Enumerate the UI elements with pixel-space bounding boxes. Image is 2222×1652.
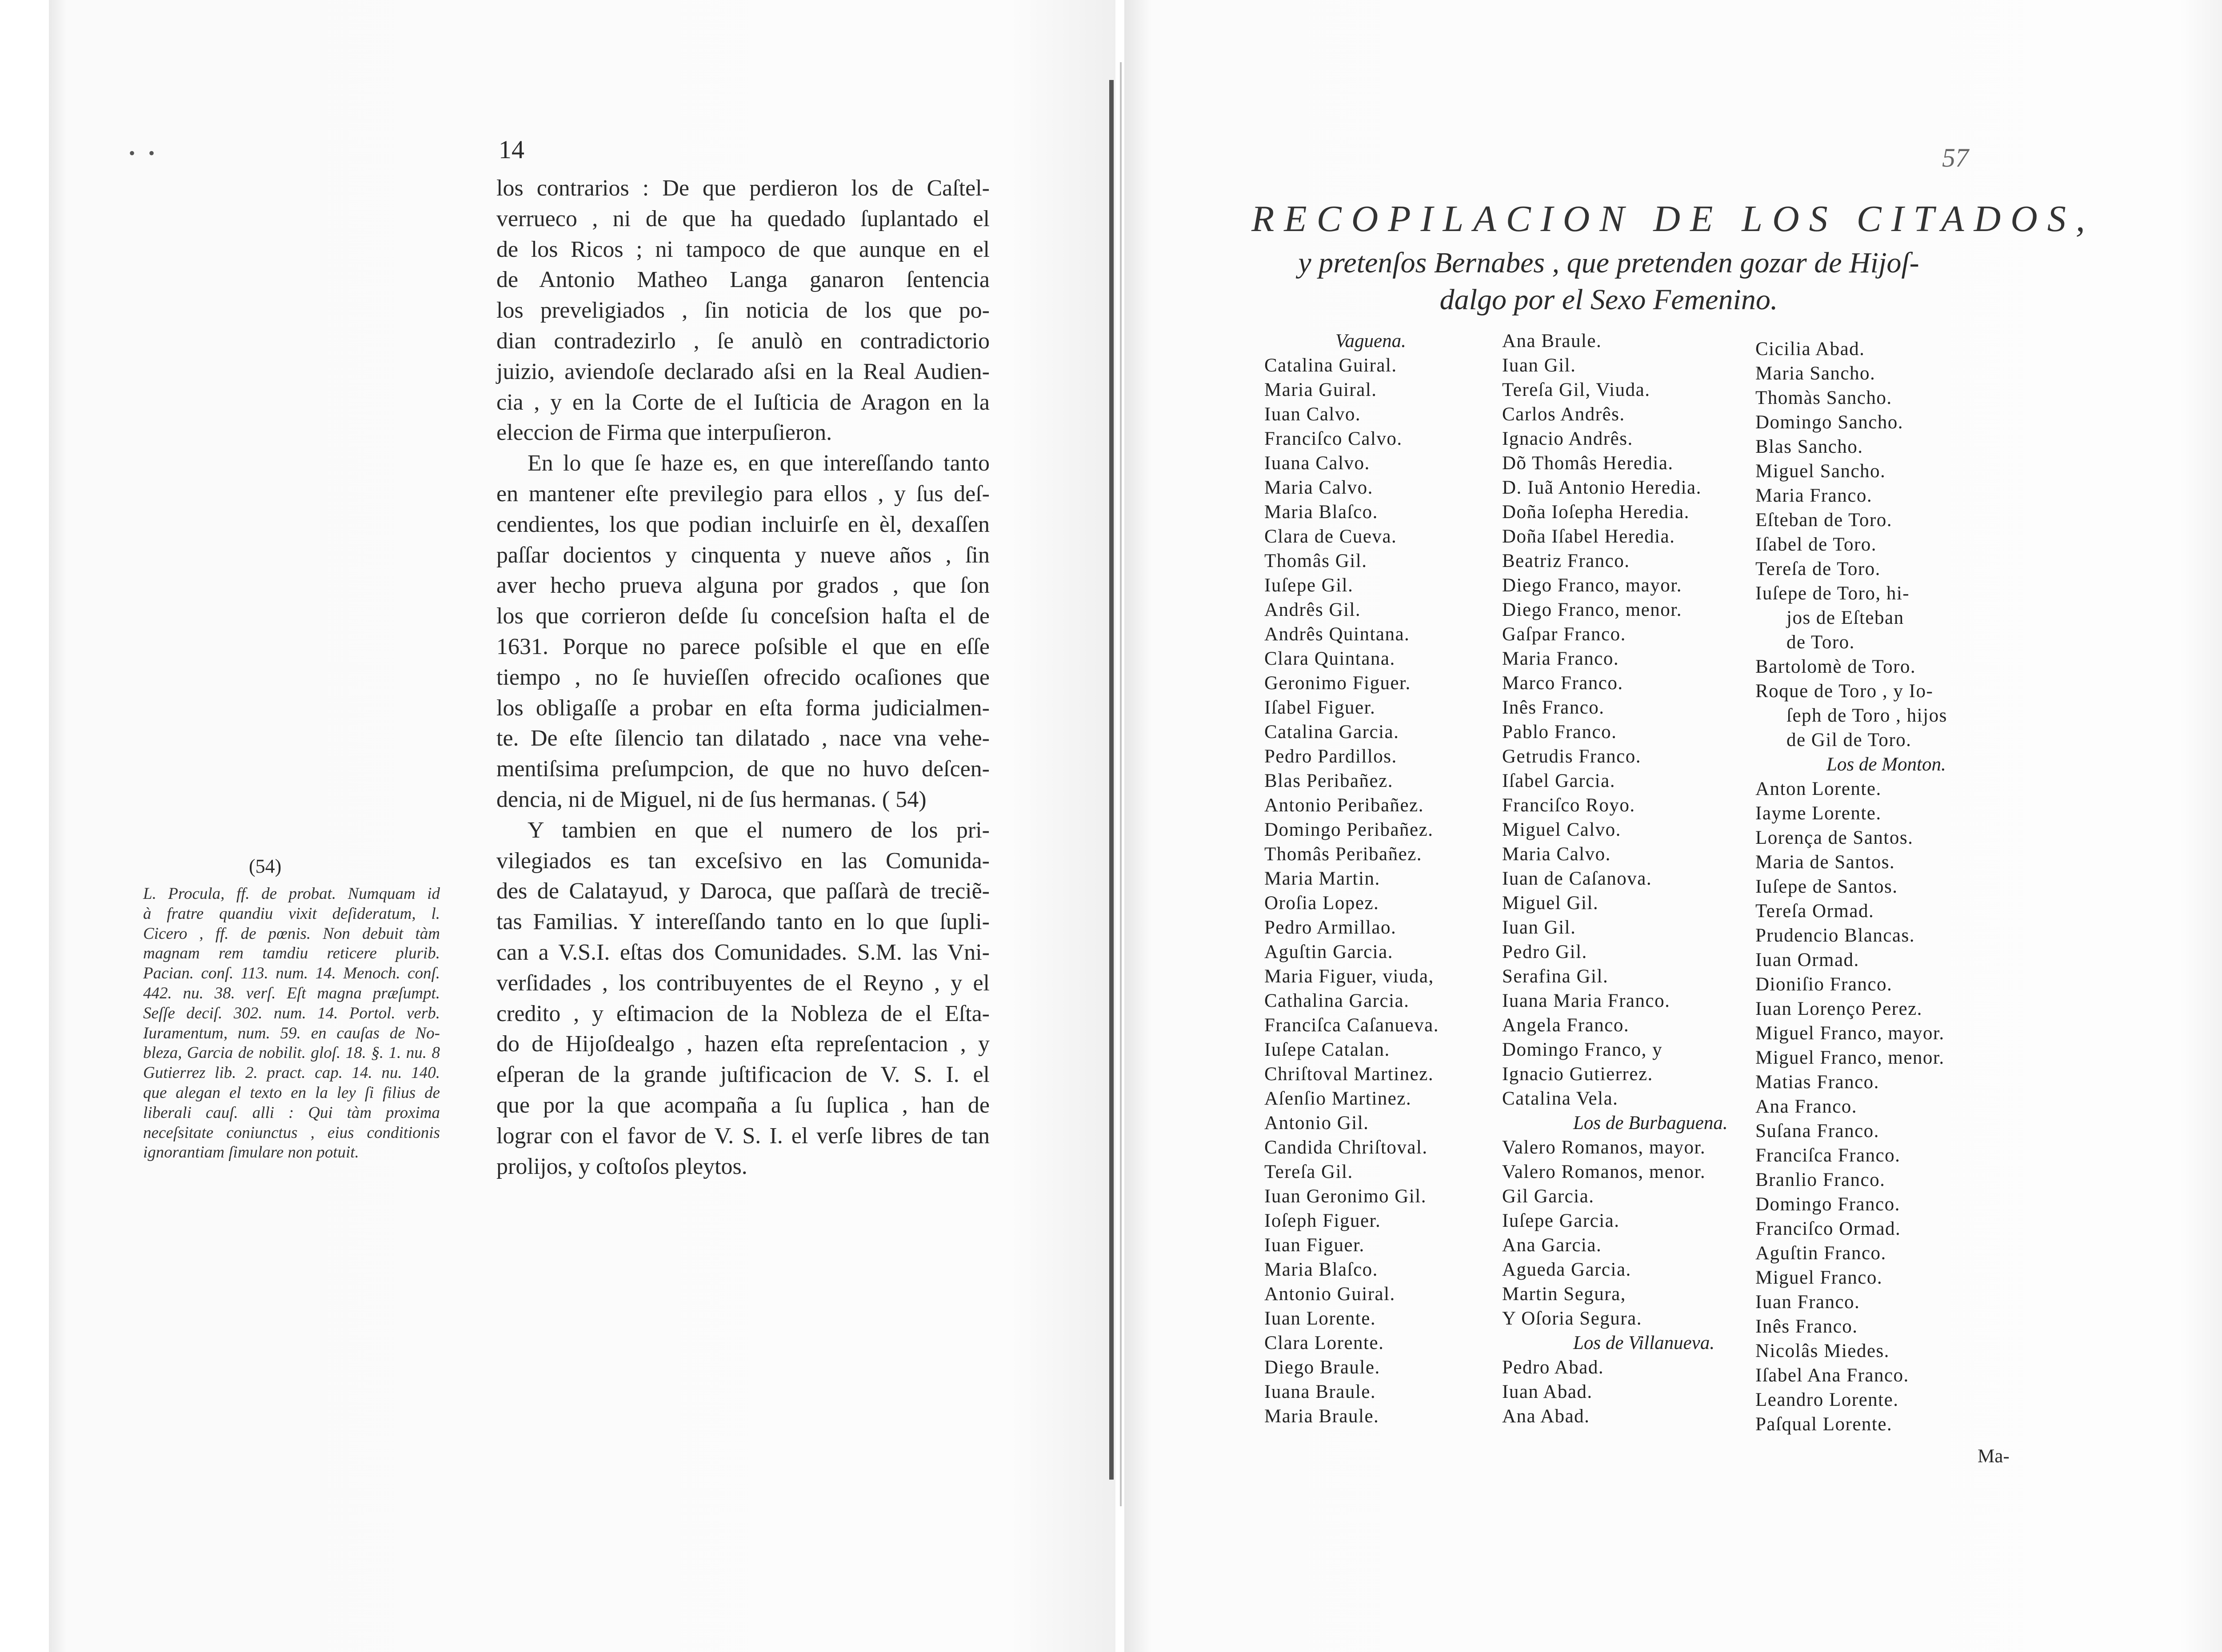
subtitle-line-1: y pretenſos Bernabes , que pretenden gozar de Hijoſ- xyxy=(1298,247,1919,279)
name-entry: Inês Franco. xyxy=(1755,1316,1858,1337)
name-entry: Maria Franco. xyxy=(1502,648,1619,669)
name-entry: Ignacio Andrês. xyxy=(1502,428,1633,449)
name-entry: Ana Braule. xyxy=(1502,331,1602,351)
footnote-line: Seſſe deciſ. 302. num. 14. Portol. verb. xyxy=(143,1004,440,1022)
name-entry: Iuſepe Catalan. xyxy=(1264,1039,1390,1060)
text-line: mentiſsima preſumpcion, de que no huvo deſcen- xyxy=(496,756,990,782)
name-entry: Miguel Franco. xyxy=(1755,1267,1883,1288)
name-entry: Iuſepe Garcia. xyxy=(1502,1210,1620,1231)
name-entry: ſeph de Toro , hijos xyxy=(1786,705,1947,726)
name-entry: Aguſtin Garcia. xyxy=(1264,942,1393,962)
name-entry: Iſabel Ana Franco. xyxy=(1755,1365,1909,1386)
name-entry: Matias Franco. xyxy=(1755,1072,1879,1093)
text-line: de los Ricos ; ni tampoco de que aunque en el xyxy=(496,236,990,262)
name-entry: Cathalina Garcia. xyxy=(1264,990,1410,1011)
text-line: verrueco , ni de que ha quedado ſuplantado el xyxy=(496,206,990,231)
margin-marks: • • xyxy=(129,143,160,163)
name-entry: Tereſa Gil, Viuda. xyxy=(1502,379,1651,400)
name-entry: Franciſco Calvo. xyxy=(1264,428,1403,449)
name-entry: de Toro. xyxy=(1786,632,1855,653)
name-entry: Franciſco Royo. xyxy=(1502,795,1635,816)
name-entry: Ana Garcia. xyxy=(1502,1235,1602,1256)
name-entry: Aguſtin Franco. xyxy=(1755,1243,1886,1264)
name-entry: Iuana Braule. xyxy=(1264,1381,1376,1402)
name-entry: Iuan Franco. xyxy=(1755,1292,1860,1313)
page-title: RECOPILACION DE LOS CITADOS, xyxy=(1251,198,2095,239)
name-entry: Iuan Lorenço Perez. xyxy=(1755,998,1922,1019)
name-entry: Maria Franco. xyxy=(1755,485,1873,506)
book-gutter-shadow xyxy=(1120,62,1122,1506)
name-entry: Paſqual Lorente. xyxy=(1755,1414,1893,1435)
text-line: eſperan de la grande juſtificacion de V. S. I. el xyxy=(496,1062,990,1088)
section-heading: Los de Villanueva. xyxy=(1573,1333,1715,1353)
name-entry: Geronimo Figuer. xyxy=(1264,673,1411,694)
name-entry: Iuana Maria Franco. xyxy=(1502,990,1670,1011)
footnote-reference: (54) xyxy=(249,855,282,877)
name-entry: de Gil de Toro. xyxy=(1786,730,1912,750)
name-entry: Inês Franco. xyxy=(1502,697,1605,718)
name-entry: Diego Franco, mayor. xyxy=(1502,575,1682,596)
name-entry: Antonio Gil. xyxy=(1264,1113,1369,1133)
text-line: dencia, ni de Miguel, ni de ſus hermanas. ( 54) xyxy=(496,786,927,812)
name-entry: Iuan Abad. xyxy=(1502,1381,1593,1402)
name-entry: Iuan Geronimo Gil. xyxy=(1264,1186,1427,1207)
name-entry: Y Oſoria Segura. xyxy=(1502,1308,1642,1329)
name-entry: Andrês Quintana. xyxy=(1264,624,1410,645)
footnote-line: ignorantiam ſimulare non potuit. xyxy=(143,1143,359,1162)
name-entry: Maria Blaſco. xyxy=(1264,1259,1378,1280)
name-entry: Miguel Calvo. xyxy=(1502,819,1621,840)
name-entry: Dõ Thomâs Heredia. xyxy=(1502,453,1674,474)
name-entry: Clara Quintana. xyxy=(1264,648,1395,669)
name-entry: Diego Franco, menor. xyxy=(1502,599,1682,620)
name-entry: Ana Abad. xyxy=(1502,1406,1590,1427)
name-entry: Maria de Santos. xyxy=(1755,852,1895,873)
name-entry: Nicolâs Miedes. xyxy=(1755,1341,1890,1361)
footnote-line: 442. nu. 38. verſ. Eſt magna præſumpt. xyxy=(143,984,440,1002)
name-entry: Angela Franco. xyxy=(1502,1015,1630,1036)
footnote-line: Iuramentum, num. 59. en cauſas de No- xyxy=(143,1024,440,1042)
name-entry: Gaſpar Franco. xyxy=(1502,624,1626,645)
text-line: juizio, aviendoſe declarado aſsi en la Real Audien- xyxy=(496,359,990,384)
catchword: Ma- xyxy=(1978,1446,2010,1467)
text-line: los contrarios : De que perdieron los de Caſtel- xyxy=(496,176,990,201)
name-entry: Iuana Calvo. xyxy=(1264,453,1370,474)
text-line: de Antonio Matheo Langa ganaron ſentencia xyxy=(496,267,990,293)
text-line: los obligaſſe a probar en eſta forma judicialmen- xyxy=(496,695,990,721)
name-entry: Chriſtoval Martinez. xyxy=(1264,1064,1434,1085)
name-entry: Pablo Franco. xyxy=(1502,722,1617,742)
name-entry: Pedro Pardillos. xyxy=(1264,746,1397,767)
main-text-column xyxy=(496,173,990,1182)
name-entry: Ana Franco. xyxy=(1755,1096,1858,1117)
name-entry: Blas Sancho. xyxy=(1755,436,1863,457)
footnote-line: L. Procula, ff. de probat. Numquam id xyxy=(143,885,440,903)
text-line: prolijos, y coſtoſos pleytos. xyxy=(496,1153,747,1179)
name-entry: Iuſepe Gil. xyxy=(1264,575,1354,596)
name-entry: Antonio Peribañez. xyxy=(1264,795,1424,816)
name-entry: Iayme Lorente. xyxy=(1755,803,1882,824)
name-entry: Ioſeph Figuer. xyxy=(1264,1210,1381,1231)
name-entry: Thomâs Peribañez. xyxy=(1264,844,1423,865)
name-entry: Miguel Franco, mayor. xyxy=(1755,1023,1945,1044)
name-entry: Leandro Lorente. xyxy=(1755,1389,1899,1410)
section-heading: Vaguena. xyxy=(1335,331,1406,351)
name-entry: Pedro Abad. xyxy=(1502,1357,1604,1378)
name-entry: Domingo Sancho. xyxy=(1755,412,1904,433)
text-line: los preveligiados , ſin noticia de los que po- xyxy=(496,298,990,323)
text-line: can a V.S.I. eſtas dos Comunidades. S.M. las Vni- xyxy=(496,939,990,965)
footnote-line: magnam rem tamdiu reticere plurib. xyxy=(143,944,440,963)
book-gutter xyxy=(1109,80,1114,1480)
name-entry: Maria Blaſco. xyxy=(1264,502,1378,523)
text-line: los que corrieron deſde ſu conceſsion haſta el de xyxy=(496,603,990,629)
name-entry: Valero Romanos, menor. xyxy=(1502,1161,1706,1182)
name-entry: Martin Segura, xyxy=(1502,1284,1626,1305)
name-entry: Aſenſio Martinez. xyxy=(1264,1088,1412,1109)
footnote-line: Cicero , ff. de pœnis. Non debuit tàm xyxy=(143,924,440,943)
name-entry: Maria Guiral. xyxy=(1264,379,1377,400)
name-entry: Iuſepe de Santos. xyxy=(1755,876,1898,897)
text-line: dian contradezirlo , ſe anulò en contradictorio xyxy=(496,328,990,354)
name-entry: Pedro Gil. xyxy=(1502,942,1587,962)
name-entry: Pedro Armillao. xyxy=(1264,917,1397,938)
page-number-left: 14 xyxy=(499,135,524,164)
name-entry: Iuan Gil. xyxy=(1502,917,1576,938)
name-entry: Domingo Franco. xyxy=(1755,1194,1900,1215)
footnote-column xyxy=(143,884,440,1163)
name-entry: Bartolomè de Toro. xyxy=(1755,656,1916,677)
name-entry: Prudencio Blancas. xyxy=(1755,925,1915,946)
footnote-line: liberali cauſ. alli : Qui tàm proxima xyxy=(143,1103,440,1122)
text-line: cia , y en la Corte de el Iuſticia de Aragon en la xyxy=(496,389,990,415)
text-line: do de Hijoſdealgo , hazen eſta repreſentacion , y xyxy=(496,1031,990,1057)
name-entry: Suſana Franco. xyxy=(1755,1121,1879,1141)
name-entry: Branlio Franco. xyxy=(1755,1169,1886,1190)
text-line: te. De eſte ſilencio tan dilatado , nace vna vehe- xyxy=(496,726,990,751)
text-line: des de Calatayud, y Daroca, que paſſarà de treciẽ- xyxy=(496,878,990,904)
name-entry: Clara de Cueva. xyxy=(1264,526,1397,547)
name-entry: Roque de Toro , y Io- xyxy=(1755,681,1934,702)
name-entry: Iuan Gil. xyxy=(1502,355,1576,376)
name-entry: Maria Braule. xyxy=(1264,1406,1379,1427)
name-entry: Franciſca Caſanueva. xyxy=(1264,1015,1439,1036)
name-entry: Iſabel Figuer. xyxy=(1264,697,1376,718)
text-line: verſidades , los contribuyentes de el Reyno , y el xyxy=(496,970,990,996)
text-line: eleccion de Firma que interpuſieron. xyxy=(496,420,832,446)
name-entry: Franciſco Ormad. xyxy=(1755,1218,1901,1239)
text-line: paſſar docientos y cinquenta y nueve años , ſin xyxy=(496,542,990,568)
footnote-line: à fratre quandiu vixit deſideratum, l. xyxy=(143,904,440,923)
text-line: En lo que ſe haze es, en que intereſſando tanto xyxy=(528,451,990,476)
name-entry: Marco Franco. xyxy=(1502,673,1623,694)
section-heading: Los de Burbaguena. xyxy=(1573,1113,1728,1133)
name-entry: Iuan Calvo. xyxy=(1264,404,1361,425)
name-entry: Anton Lorente. xyxy=(1755,778,1882,799)
text-line: credito , y eſtimacion de la Nobleza de el Eſta- xyxy=(496,1001,990,1026)
name-entry: Maria Figuer, viuda, xyxy=(1264,966,1434,987)
name-entry: Maria Calvo. xyxy=(1502,844,1611,865)
name-entry: Gil Garcia. xyxy=(1502,1186,1595,1207)
name-entry: Lorença de Santos. xyxy=(1755,827,1914,848)
footnote-line: Gutierrez lib. 2. pract. cap. 14. nu. 140. xyxy=(143,1064,440,1082)
footnote-line: bleza, Garcia de nobilit. gloſ. 18. §. 1. nu. 8 xyxy=(143,1044,440,1062)
page-number-right: 57 xyxy=(1942,143,1969,172)
footnote-line: que alegan el texto en la ley ſi filius de xyxy=(143,1083,440,1102)
subtitle-line-2: dalgo por el Sexo Femenino. xyxy=(1439,283,1778,316)
name-entry: Carlos Andrês. xyxy=(1502,404,1625,425)
name-entry: Candida Chriſtoval. xyxy=(1264,1137,1428,1158)
text-line: aver hecho prueva alguna por grados , que ſon xyxy=(496,573,990,599)
name-entry: Doña Iſabel Heredia. xyxy=(1502,526,1675,547)
name-entry: Miguel Sancho. xyxy=(1755,461,1886,482)
footnote-line: neceſsitate coniunctus , eius conditionis xyxy=(143,1123,440,1142)
name-entry: Thomàs Sancho. xyxy=(1755,387,1892,408)
name-entry: Blas Peribañez. xyxy=(1264,770,1393,791)
footnote-line: Pacian. conſ. 113. num. 14. Menoch. conſ. xyxy=(143,964,440,983)
name-entry: Serafina Gil. xyxy=(1502,966,1609,987)
names-column-1 xyxy=(1264,329,1439,1429)
name-entry: Iuan Lorente. xyxy=(1264,1308,1376,1329)
name-entry: Catalina Vela. xyxy=(1502,1088,1619,1109)
name-entry: Miguel Franco, menor. xyxy=(1755,1047,1945,1068)
name-entry: Cicilia Abad. xyxy=(1755,339,1865,359)
text-line: que por la que acompaña a ſu ſuplica , han de xyxy=(496,1092,990,1118)
text-line: 1631. Porque no parece poſsible el que en eſſe xyxy=(496,634,990,659)
name-entry: Antonio Guiral. xyxy=(1264,1284,1395,1305)
section-heading: Los de Monton. xyxy=(1826,754,1946,775)
name-entry: Valero Romanos, mayor. xyxy=(1502,1137,1706,1158)
name-entry: Diego Braule. xyxy=(1264,1357,1380,1378)
text-line: tiempo , no ſe huvieſſen ofrecido ocaſiones que xyxy=(496,664,990,690)
name-entry: Oroſia Lopez. xyxy=(1264,893,1379,914)
text-line: Y tambien en que el numero de los pri- xyxy=(528,817,990,843)
name-entry: Iſabel de Toro. xyxy=(1755,534,1877,555)
text-line: en mantener eſte previlegio para ellos , y ſus deſ- xyxy=(496,481,990,507)
text-line: lograr con el favor de V. S. I. el verſe libres de tan xyxy=(496,1123,990,1149)
name-entry: Beatriz Franco. xyxy=(1502,551,1630,571)
names-column-2 xyxy=(1502,329,1728,1429)
name-entry: Miguel Gil. xyxy=(1502,893,1599,914)
name-entry: Tereſa Ormad. xyxy=(1755,901,1874,922)
text-line: vilegiados es tan exceſsivo en las Comunida- xyxy=(496,848,990,874)
name-entry: jos de Eſteban xyxy=(1786,607,1904,628)
name-entry: Ignacio Gutierrez. xyxy=(1502,1064,1653,1085)
name-entry: Domingo Franco, y xyxy=(1502,1039,1663,1060)
name-entry: Iuſepe de Toro, hi- xyxy=(1755,583,1910,604)
name-entry: Maria Calvo. xyxy=(1264,477,1373,498)
name-entry: Thomâs Gil. xyxy=(1264,551,1367,571)
name-entry: Andrês Gil. xyxy=(1264,599,1361,620)
name-entry: Agueda Garcia. xyxy=(1502,1259,1631,1280)
name-entry: Iſabel Garcia. xyxy=(1502,770,1615,791)
name-entry: Tereſa Gil. xyxy=(1264,1161,1353,1182)
names-column-3 xyxy=(1755,337,1947,1437)
name-entry: Doña Ioſepha Heredia. xyxy=(1502,502,1690,523)
name-entry: Maria Martin. xyxy=(1264,868,1380,889)
name-entry: Franciſca Franco. xyxy=(1755,1145,1901,1166)
name-entry: Clara Lorente. xyxy=(1264,1333,1384,1353)
name-entry: Maria Sancho. xyxy=(1755,363,1876,384)
name-entry: Catalina Garcia. xyxy=(1264,722,1399,742)
name-entry: Tereſa de Toro. xyxy=(1755,559,1881,579)
name-entry: Catalina Guiral. xyxy=(1264,355,1397,376)
name-entry: Iuan Figuer. xyxy=(1264,1235,1365,1256)
name-entry: D. Iuã Antonio Heredia. xyxy=(1502,477,1702,498)
name-entry: Eſteban de Toro. xyxy=(1755,510,1892,531)
name-entry: Dioniſio Franco. xyxy=(1755,974,1893,995)
name-entry: Iuan Ormad. xyxy=(1755,950,1859,970)
name-entry: Getrudis Franco. xyxy=(1502,746,1641,767)
name-entry: Domingo Peribañez. xyxy=(1264,819,1434,840)
name-entry: Iuan de Caſanova. xyxy=(1502,868,1652,889)
text-line: tas Familias. Y intereſſando tanto en lo que ſupli- xyxy=(496,909,990,935)
text-line: cendientes, los que podian incluirſe en èl, dexaſſen xyxy=(496,511,990,537)
